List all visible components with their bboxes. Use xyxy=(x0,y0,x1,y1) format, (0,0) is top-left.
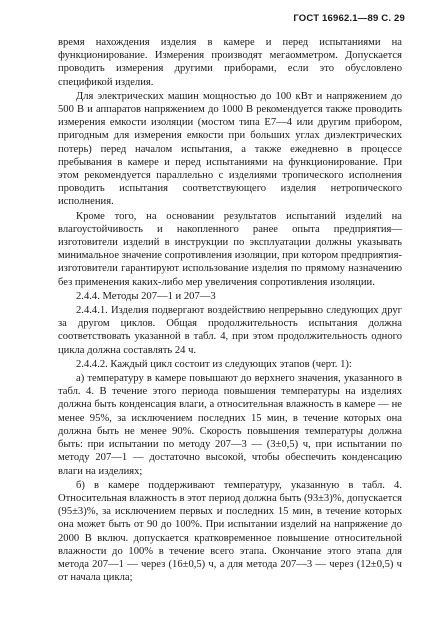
paragraph: Кроме того, на основании результатов испытаний изделий на влагоустойчивость и накопленного ранее опыта предприятия—изготовители изделий в инструкции по эксплуатации должны указывать минимальное значение сопротивления изоляции, при котором предприятия-изготовители гарантируют использование изделия по прямому назначению без применения каких-либо мер увеличения сопротивления изоляции. xyxy=(58,210,402,288)
paragraph: Для электрических машин мощностью до 100 кВт и напряжением до 500 В и аппаратов напряжением до 1000 В рекомендуется также проводить измерения емкости изоляции (мостом типа Е7—4 или другим прибором, пригодным для измерения емкости при больших углах диэлектрических потерь) перед началом испытания, а также ежедневно в процессе пребывания в камере и перед испытаниями на функционирование. При этом рекомендуется параллельно с изделиями тропического исполнения проводить испытания соответствующего изделия нетропического исполнения. xyxy=(58,90,402,208)
list-item: б) в камере поддерживают температуру, указанную в табл. 4. Относительная влажность в этот период должна быть (93±3)%, допускается (95±3)%, за исключением первых и последних 15 мин, в течение которых она может быть от 90 до 100%. При испытании изделий на напряжение до 2000 В включ. допускается кратковременное повышение относительной влажности до 100% в течение всего этапа. Окончание этого этапа для метода 207—1 — через (16±0,5) ч, а для метода 207—3 — через (12±0,5) ч от начала цикла; xyxy=(58,479,402,584)
page-header: ГОСТ 16962.1—89 С. 29 xyxy=(293,13,405,24)
document-body xyxy=(58,36,402,585)
section-heading: 2.4.4. Методы 207—1 и 207—3 xyxy=(76,290,216,302)
paragraph: 2.4.4.2. Каждый цикл состоит из следующих этапов (черт. 1): xyxy=(76,358,352,370)
paragraph: 2.4.4.1. Изделия подвергают воздействию непрерывно следующих друг за другом циклов. Общая продолжительность испытания должна соответствовать указанной в табл. 4, при этом продолжительность одного цикла должна составлять 24 ч. xyxy=(58,305,402,356)
list-item: а) температуру в камере повышают до верхнего значения, указанного в табл. 4. В течение этого периода повышения температуры на изделиях должна быть конденсация влаги, а относительная влажность в камере — не менее 95%, за исключением последних 15 мин, в течение которых она должна быть не менее 90%. Скорость повышения температуры должна быть: при испытании по методу 207—3 — (3±0,5) ч, при испытании по методу 207—1 — достаточно высокой, чтобы обеспечить конденсацию влаги на изделиях; xyxy=(58,373,402,477)
paragraph: время нахождения изделия в камере и перед испытаниями на функционирование. Измерения производят мегаомметром. Допускается проводить измерения другими приборами, если это обусловлено спецификой изделия. xyxy=(58,37,402,88)
